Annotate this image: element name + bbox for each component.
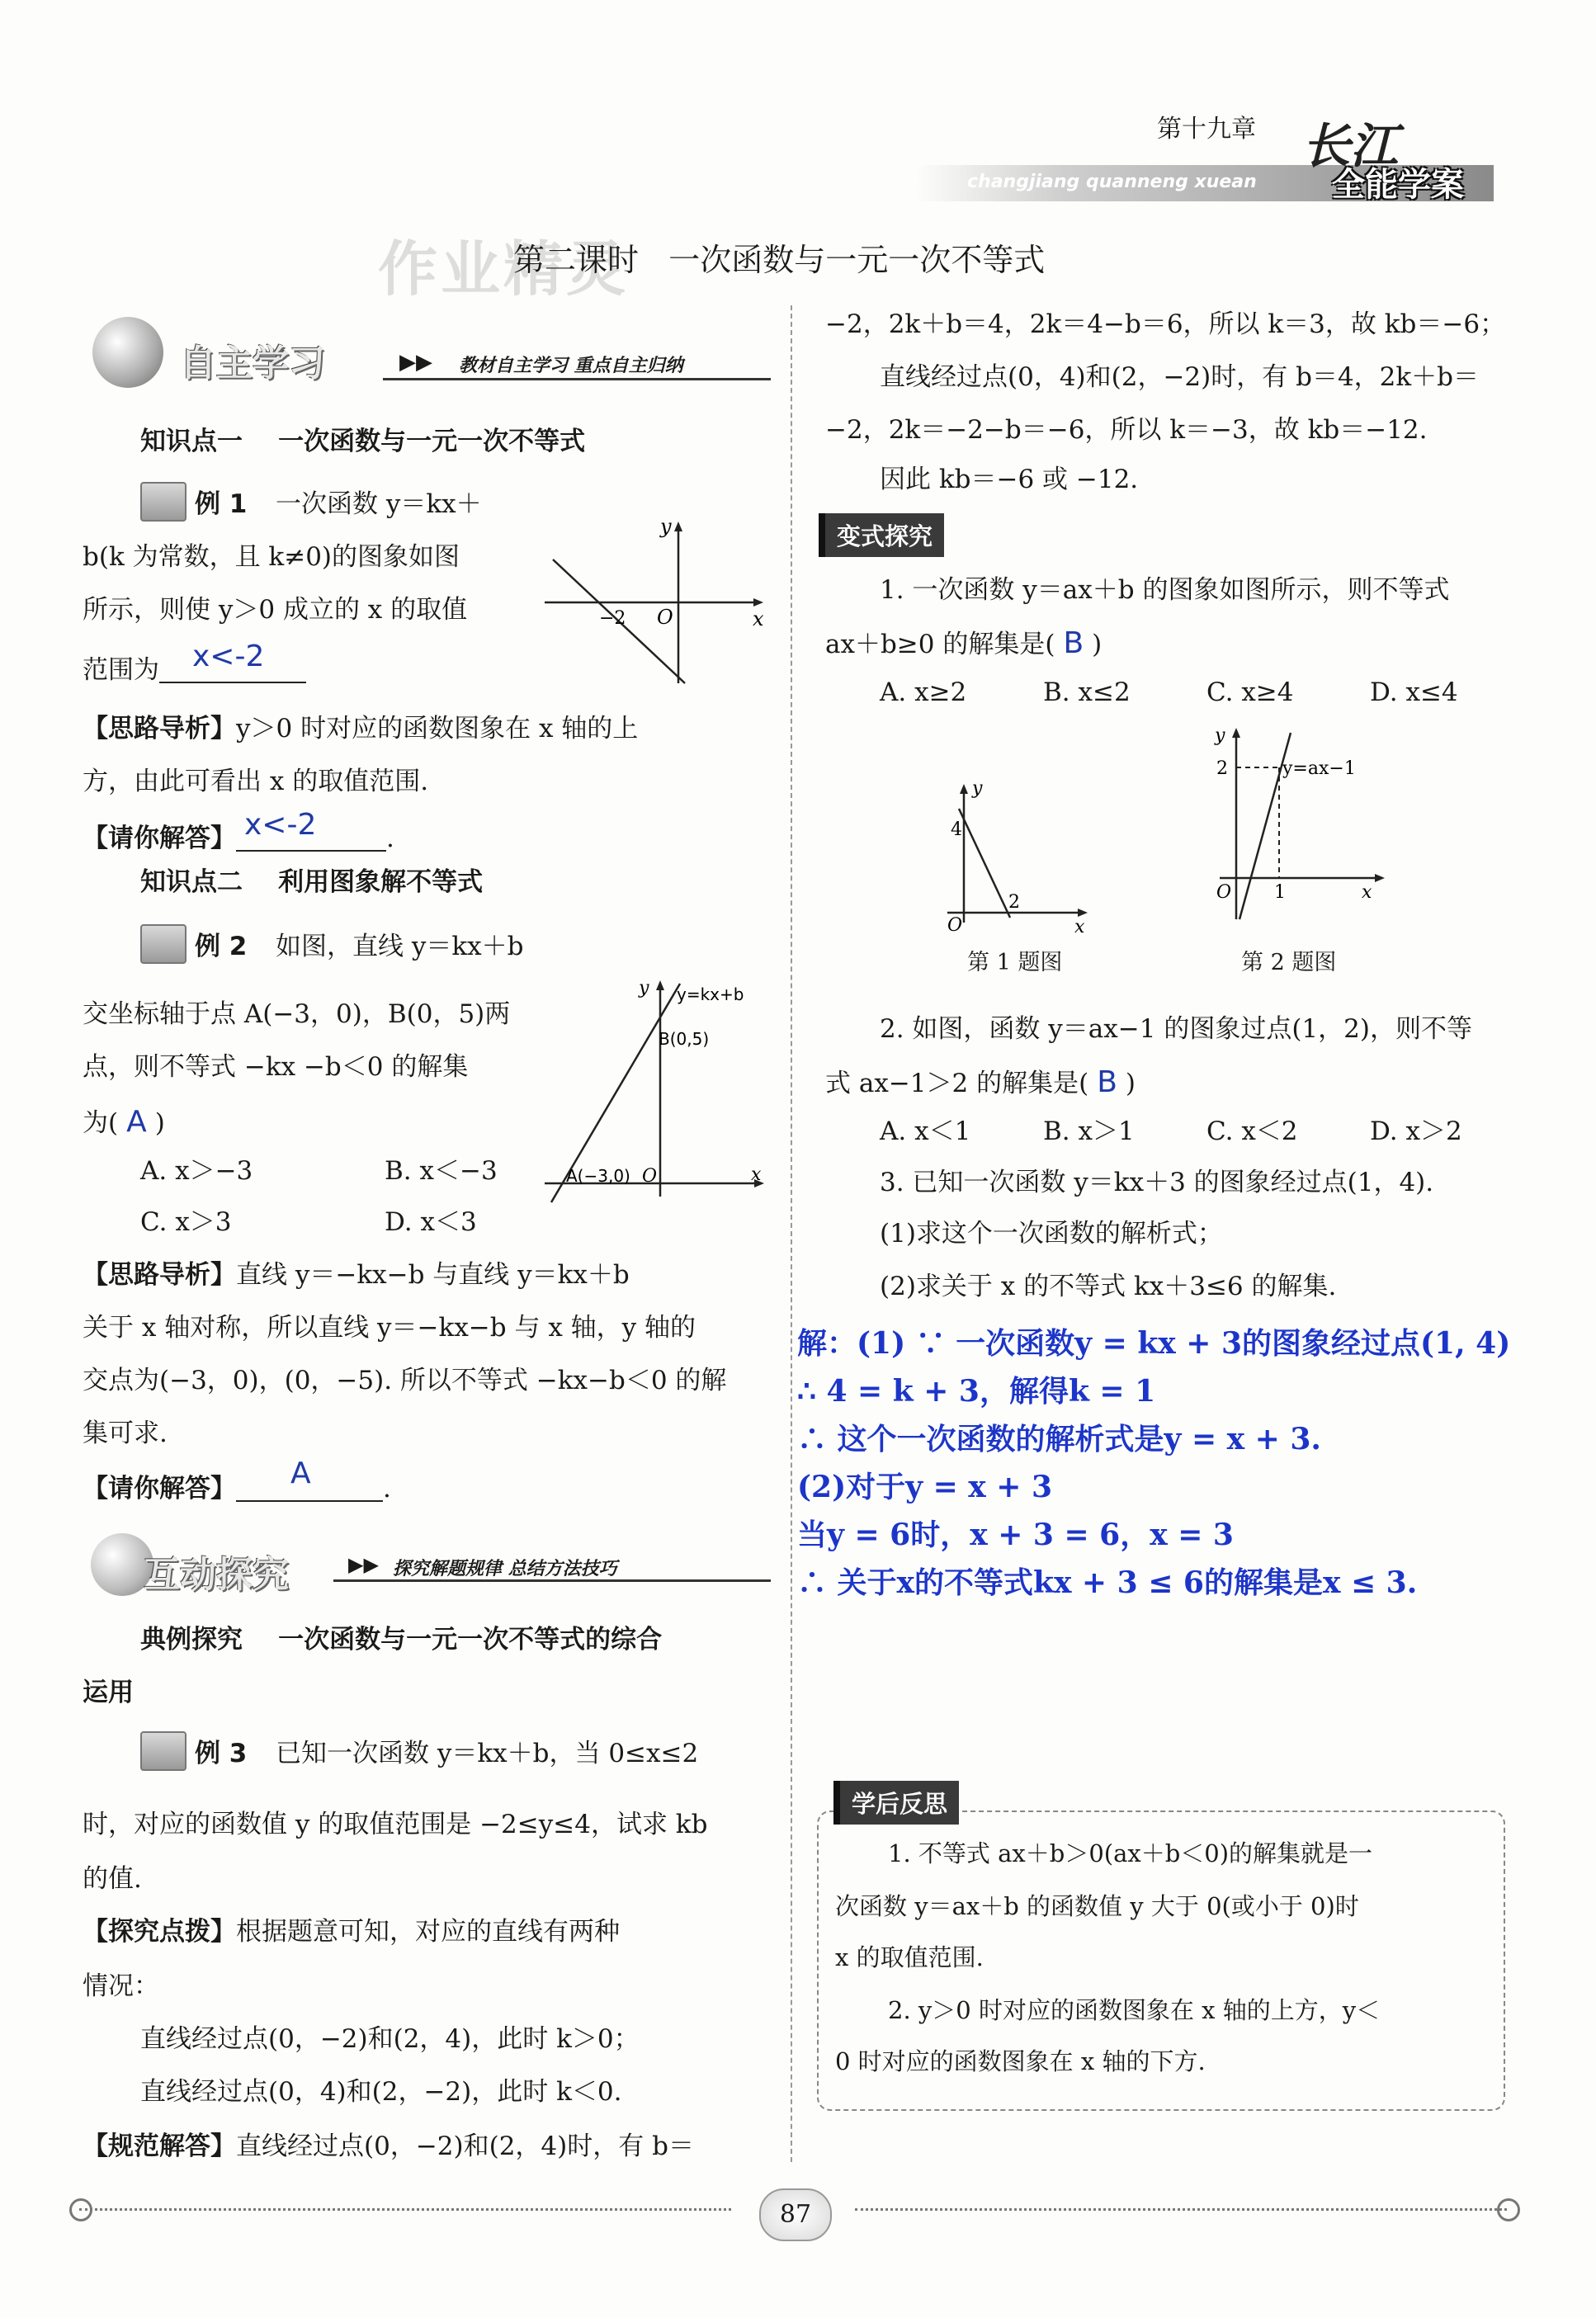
fig1-x-label: x xyxy=(1074,917,1085,932)
solution-line4: (2)对于y = x + 3 xyxy=(797,1470,1053,1504)
solution-line5: 当y = 6时，x + 3 = 6，x = 3 xyxy=(797,1518,1234,1552)
q2-option-d: D. x＞2 xyxy=(1370,1117,1462,1146)
section-title: 互动探究 xyxy=(144,1554,289,1596)
ex1-line3: 所示，则使 y＞0 成立的 x 的取值 xyxy=(83,595,468,625)
variant-tag: 变式探究 xyxy=(819,513,944,557)
fig2-y-arrow xyxy=(1232,728,1240,738)
footer-rule-right xyxy=(855,2208,1507,2211)
ex1-label: 例 1 xyxy=(195,489,248,519)
q3-line2: (1)求这个一次函数的解析式； xyxy=(880,1219,1223,1249)
q1-line2-prefix: ax＋b≥0 的解集是( xyxy=(825,630,1055,659)
fig1-graph xyxy=(933,776,1098,932)
footer-ornament-right xyxy=(1497,2198,1520,2221)
q2-line2-prefix: 式 ax−1＞2 的解集是( xyxy=(825,1069,1089,1098)
fig1-y-label: y xyxy=(972,778,983,799)
ex3-case2: 直线经过点(0，4)和(2，−2)，此时 k＜0. xyxy=(140,2077,622,2107)
solution-line6: ∴ 关于x的不等式kx + 3 ≤ 6的解集是x ≤ 3. xyxy=(797,1565,1418,1600)
q2-handwritten-answer: B xyxy=(1097,1065,1117,1099)
fig2-x-tick: 1 xyxy=(1274,882,1286,903)
topic-line2: 运用 xyxy=(83,1678,134,1707)
section-subtitle: 教材自主学习 重点自主归纳 xyxy=(459,356,683,376)
q1-line1: 1. 一次函数 y＝ax＋b 的图象如图所示，则不等式 xyxy=(880,575,1450,605)
solution-label: 【规范解答】 xyxy=(83,2132,236,2161)
ex1-y-arrow xyxy=(674,522,682,531)
fig1-caption: 第 1 题图 xyxy=(967,950,1063,975)
ex1-tick: −2 xyxy=(599,608,626,629)
section-subtitle: 探究解题规律 总结方法技巧 xyxy=(393,1559,617,1579)
ex1-origin: O xyxy=(657,606,673,629)
q3-line3: (2)求关于 x 的不等式 kx＋3≤6 的解集. xyxy=(880,1272,1337,1301)
topic-line1: 典例探究 一次函数与一元一次不等式的综合 xyxy=(140,1625,663,1655)
ex2-y-arrow xyxy=(656,980,664,990)
ex2-hint4: 集可求. xyxy=(83,1419,168,1448)
ex2-line1: 如图，直线 y＝kx＋b xyxy=(276,932,524,961)
cont-line1: −2，2k＋b＝4，2k＝4−b＝6，所以 k＝3，故 kb＝−6； xyxy=(825,309,1506,339)
ex3-tip2: 情况： xyxy=(83,1971,159,2001)
q1-option-d: D. x≤4 xyxy=(1370,677,1458,707)
q1-option-a: A. x≥2 xyxy=(880,677,967,707)
ex2-hint2: 关于 x 轴对称，所以直线 y＝−kx−b 与 x 轴，y 轴的 xyxy=(83,1313,696,1343)
arrow-icon: ▶▶ xyxy=(399,350,432,375)
ex2-origin: O xyxy=(642,1166,658,1187)
banner-underline xyxy=(383,378,771,380)
ex2-solve-answer: A xyxy=(290,1456,311,1490)
ex1-hint2: 方，由此可看出 x 的取值范围. xyxy=(83,767,429,796)
ex1-line2: b(k 为常数，且 k≠0)的图象如图 xyxy=(83,542,460,572)
logo-top: 长江 xyxy=(1302,118,1399,174)
q1-option-c: C. x≥4 xyxy=(1206,677,1294,707)
ex3-label: 例 3 xyxy=(195,1739,248,1768)
q2-line2-suffix: ) xyxy=(1125,1069,1136,1098)
ex2-y-label: y xyxy=(639,978,649,998)
ex2-label: 例 2 xyxy=(195,932,248,961)
fig2-origin: O xyxy=(1216,882,1232,903)
fig1-y-tick: 4 xyxy=(951,819,962,840)
solution-line3: ∴ 这个一次函数的解析式是y = x + 3. xyxy=(797,1422,1321,1456)
ex2-line3: 点，则不等式 −kx −b＜0 的解集 xyxy=(83,1052,469,1082)
ex1-graph xyxy=(536,518,772,692)
brand-logo xyxy=(1302,107,1500,206)
globe-icon xyxy=(92,317,163,388)
example-icon xyxy=(140,1731,187,1771)
ex2-option-b: B. x＜−3 xyxy=(385,1156,498,1186)
ex2-line-label: y=kx+b xyxy=(677,984,744,1004)
cont-line4: 因此 kb＝−6 或 −12. xyxy=(880,465,1139,494)
reflection-line2: 次函数 y＝ax＋b 的函数值 y 大于 0(或小于 0)时 xyxy=(835,1892,1359,1920)
hint-label: 【思路导析】 xyxy=(83,714,236,744)
ex2-b-label: B(0,5) xyxy=(659,1029,710,1049)
ex3-line3: 的值. xyxy=(83,1864,142,1894)
q2-option-a: A. x＜1 xyxy=(880,1117,971,1146)
fig1-function-line xyxy=(959,809,1010,918)
footer-ornament-left xyxy=(69,2198,92,2221)
ex2-graph xyxy=(536,975,772,1206)
ex2-option-c: C. x＞3 xyxy=(140,1207,232,1237)
ex1-hint1: y＞0 时对应的函数图象在 x 轴的上 xyxy=(236,714,639,744)
ex1-solve-answer: x<-2 xyxy=(244,808,317,842)
fig2-graph xyxy=(1200,721,1398,932)
page-number-badge xyxy=(759,2188,832,2241)
q1-line2-suffix: ) xyxy=(1092,630,1103,659)
chapter-label: 第十九章 xyxy=(1157,115,1256,144)
section-banner-self-study xyxy=(86,317,771,408)
fig1-x-tick: 2 xyxy=(1008,892,1020,913)
ex1-x-label: x xyxy=(753,607,764,630)
reflection-line1: 1. 不等式 ax＋b＞0(ax＋b＜0)的解集就是一 xyxy=(888,1839,1373,1867)
column-divider xyxy=(791,305,792,2162)
ex1-solve-blank[interactable] xyxy=(236,808,386,852)
reflection-line5: 0 时对应的函数图象在 x 轴的下方. xyxy=(835,2047,1206,2075)
cont-line2: 直线经过点(0，4)和(2，−2)时，有 b＝4，2k＋b＝ xyxy=(880,362,1480,392)
fig2-line-label: y=ax−1 xyxy=(1282,758,1356,779)
ex2-line4-prefix: 为( xyxy=(83,1108,119,1138)
ex2-option-d: D. x＜3 xyxy=(385,1207,477,1237)
q2-option-c: C. x＜2 xyxy=(1206,1117,1298,1146)
ex2-a-label: A(−3,0) xyxy=(566,1166,630,1186)
kp1-title: 知识点一 一次函数与一元一次不等式 xyxy=(140,427,586,456)
q2-option-b: B. x＞1 xyxy=(1043,1117,1135,1146)
ex2-solve: 【请你解答】 A . xyxy=(83,1456,391,1504)
footer-rule-left xyxy=(79,2208,731,2211)
ex3-case1: 直线经过点(0，−2)和(2，4)，此时 k＞0； xyxy=(140,2024,640,2054)
fig2-x-arrow xyxy=(1375,874,1385,882)
ex1-answer-blank[interactable] xyxy=(159,640,306,683)
ex2-handwritten-answer: A xyxy=(126,1105,147,1139)
section-banner-interactive xyxy=(86,1528,771,1603)
fig1-x-arrow xyxy=(1078,909,1088,917)
ex1-line4 xyxy=(83,640,306,685)
section-title: 自主学习 xyxy=(180,342,325,385)
fig2-y-label: y xyxy=(1215,725,1225,746)
ex1-x-arrow xyxy=(753,598,763,607)
solution-line1: 解：(1) ∵ 一次函数y = kx + 3的图象经过点(1, 4) xyxy=(797,1326,1511,1361)
ex2-line4 xyxy=(83,1107,165,1137)
ex3-solution xyxy=(83,2134,694,2160)
ex3-line2: 时，对应的函数值 y 的取值范围是 −2≤y≤4，试求 kb xyxy=(83,1810,708,1839)
ex2-hint1: 直线 y＝−kx−b 与直线 y＝kx＋b xyxy=(236,1260,630,1290)
solution-line2: ∴ 4 = k + 3，解得k = 1 xyxy=(797,1374,1156,1409)
ex1-line1: 一次函数 y＝kx＋ xyxy=(276,489,482,519)
ex1-hint xyxy=(83,716,638,742)
ex2-hint xyxy=(83,1260,630,1290)
ex3-tip xyxy=(83,1919,620,1945)
ex3-tip1: 根据题意可知，对应的直线有两种 xyxy=(236,1917,620,1947)
reflection-line4: 2. y＞0 时对应的函数图象在 x 轴的上方，y＜ xyxy=(888,1996,1381,2024)
fig1-y-arrow xyxy=(960,784,968,794)
ex2-option-a: A. x＞−3 xyxy=(140,1156,253,1186)
q1-handwritten-answer: B xyxy=(1063,626,1084,660)
q2-line2 xyxy=(825,1065,1136,1099)
fig2-y-tick: 2 xyxy=(1216,758,1228,779)
ex1-solve: 【请你解答】 x<-2 . xyxy=(83,808,394,853)
header-pinyin: changjiang quanneng xuean xyxy=(967,172,1257,192)
lesson-title: 第二课时 一次函数与一元一次不等式 xyxy=(513,242,1046,278)
q2-line1: 2. 如图，函数 y＝ax−1 的图象过点(1，2)，则不等 xyxy=(880,1014,1472,1044)
logo-bottom: 全能学案 xyxy=(1332,166,1464,204)
ex3-line1: 已知一次函数 y＝kx＋b，当 0≤x≤2 xyxy=(276,1739,699,1768)
reflection-tag: 学后反思 xyxy=(833,1781,959,1825)
fig2-x-label: x xyxy=(1362,882,1372,903)
tip-label: 【探究点拨】 xyxy=(83,1917,236,1947)
ex2-hint3: 交点为(−3，0)，(0，−5). 所以不等式 −kx−b＜0 的解 xyxy=(83,1366,727,1395)
fig2-caption: 第 2 题图 xyxy=(1241,950,1337,975)
ex1-y-label: y xyxy=(660,518,672,538)
fig1-origin: O xyxy=(947,915,963,932)
solve-label: 【请你解答】 xyxy=(83,824,236,853)
example-icon xyxy=(140,924,187,964)
kp2-title: 知识点二 利用图象解不等式 xyxy=(140,867,484,897)
cont-line3: −2，2k＝−2−b＝−6，所以 k＝−3，故 kb＝−12. xyxy=(825,415,1428,445)
ex2-line2: 交坐标轴于点 A(−3，0)，B(0，5)两 xyxy=(83,999,511,1029)
solve-label: 【请你解答】 xyxy=(83,1474,236,1504)
ex1-line4-prefix: 范围为 xyxy=(83,655,159,685)
ex1-handwritten-answer: x<-2 xyxy=(192,640,265,673)
ex3-sol1: 直线经过点(0，−2)和(2，4)时，有 b＝ xyxy=(236,2132,694,2161)
arrow-icon: ▶▶ xyxy=(348,1553,379,1576)
page-number: 87 xyxy=(779,2200,812,2229)
q1-line2 xyxy=(825,626,1103,660)
ex2-solve-blank[interactable] xyxy=(236,1456,383,1502)
ex2-line4-suffix: ) xyxy=(154,1108,165,1138)
reflection-line3: x 的取值范围. xyxy=(835,1943,984,1971)
hint-label: 【思路导析】 xyxy=(83,1260,236,1290)
q3-line1: 3. 已知一次函数 y＝kx＋3 的图象经过点(1，4). xyxy=(880,1168,1434,1197)
example-icon xyxy=(140,482,187,522)
watermark: 作业精灵 xyxy=(378,234,630,304)
ex2-x-label: x xyxy=(751,1164,762,1185)
q1-option-b: B. x≤2 xyxy=(1043,677,1131,707)
